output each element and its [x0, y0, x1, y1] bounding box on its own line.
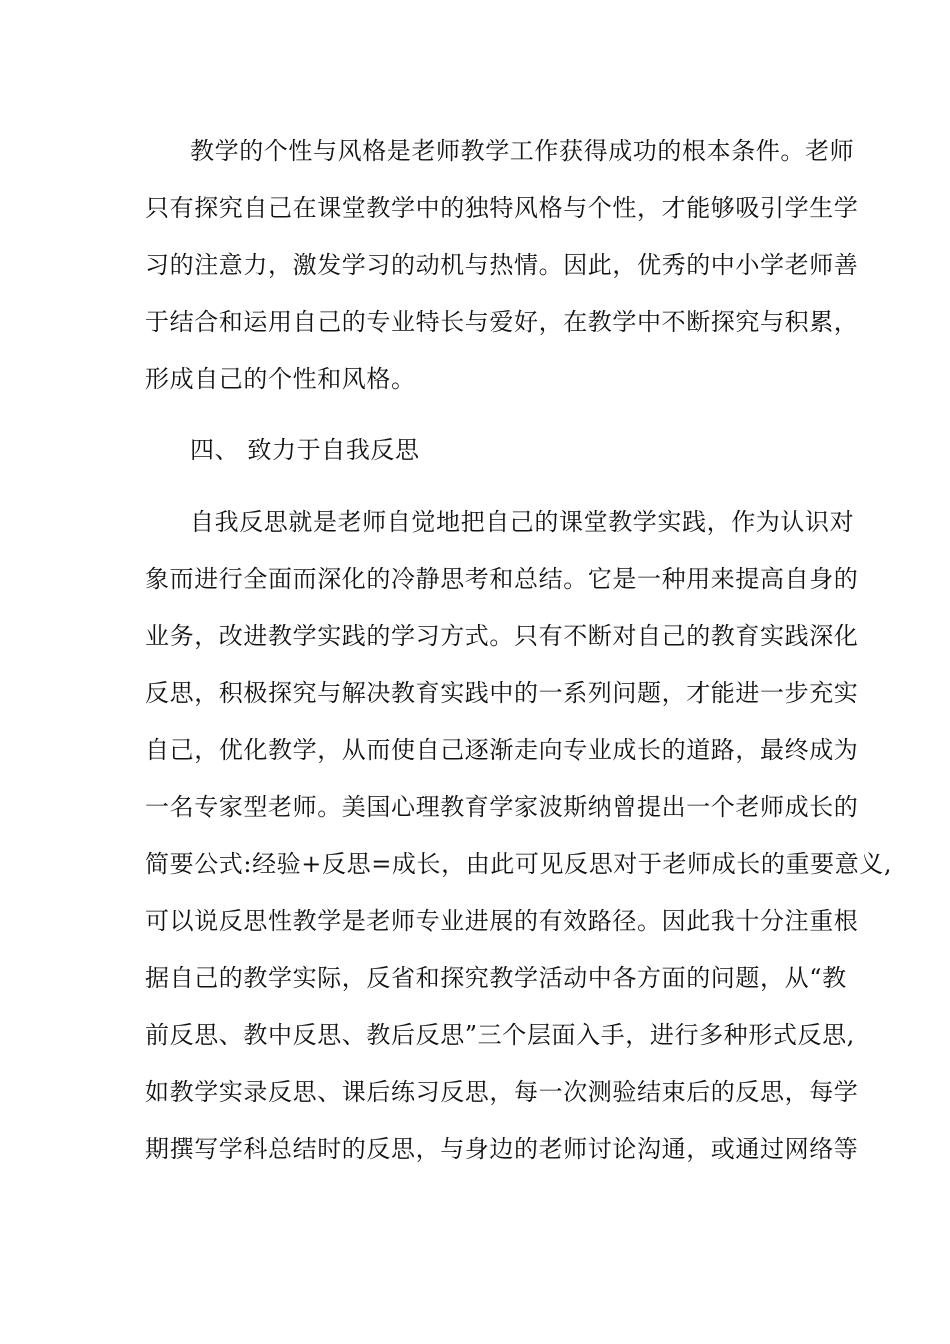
paragraph-2-line-11: 如教学实录反思、课后练习反思，每一次测验结束后的反思，每学	[145, 1078, 859, 1106]
paragraph-1-line-1: 教学的个性与风格是老师教学工作获得成功的根本条件。老师	[190, 137, 855, 165]
paragraph-1-line-5: 形成自己的个性和风格。	[145, 365, 416, 393]
paragraph-2-line-5: 自己，优化教学，从而使自己逐渐走向专业成长的道路，最终成为	[145, 736, 859, 764]
paragraph-2-line-6: 一名专家型老师。美国心理教育学家波斯纳曾提出一个老师成长的	[145, 793, 859, 821]
paragraph-2-line-4: 反思，积极探究与解决教育实践中的一系列问题，才能进一步充实	[145, 679, 859, 707]
paragraph-2-line-9: 据自己的教学实际，反省和探究教学活动中各方面的问题，从“教	[145, 964, 847, 992]
paragraph-1-line-3: 习的注意力，激发学习的动机与热情。因此，优秀的中小学老师善	[145, 251, 859, 279]
paragraph-2-line-7: 简要公式:经验+反思=成长，由此可见反思对于老师成长的重要意义,	[145, 850, 893, 878]
paragraph-2-line-3: 业务，改进教学实践的学习方式。只有不断对自己的教育实践深化	[145, 622, 859, 650]
paragraph-1-line-4: 于结合和运用自己的专业特长与爱好，在教学中不断探究与积累，	[145, 308, 859, 336]
paragraph-2-line-2: 象而进行全面而深化的冷静思考和总结。它是一种用来提高自身的	[145, 565, 859, 593]
paragraph-2-line-8: 可以说反思性教学是老师专业进展的有效路径。因此我十分注重根	[145, 907, 859, 935]
paragraph-2-line-10: 前反思、教中反思、教后反思”三个层面入手，进行多种形式反思,	[145, 1021, 855, 1049]
paragraph-2-line-12: 期撰写学科总结时的反思，与身边的老师讨论沟通，或通过网络等	[145, 1135, 859, 1163]
section-heading: 四、 致力于自我反思	[190, 436, 420, 464]
paragraph-2-line-1: 自我反思就是老师自觉地把自己的课堂教学实践，作为认识对	[190, 508, 855, 536]
paragraph-1-line-2: 只有探究自己在课堂教学中的独特风格与个性，才能够吸引学生学	[145, 194, 859, 222]
